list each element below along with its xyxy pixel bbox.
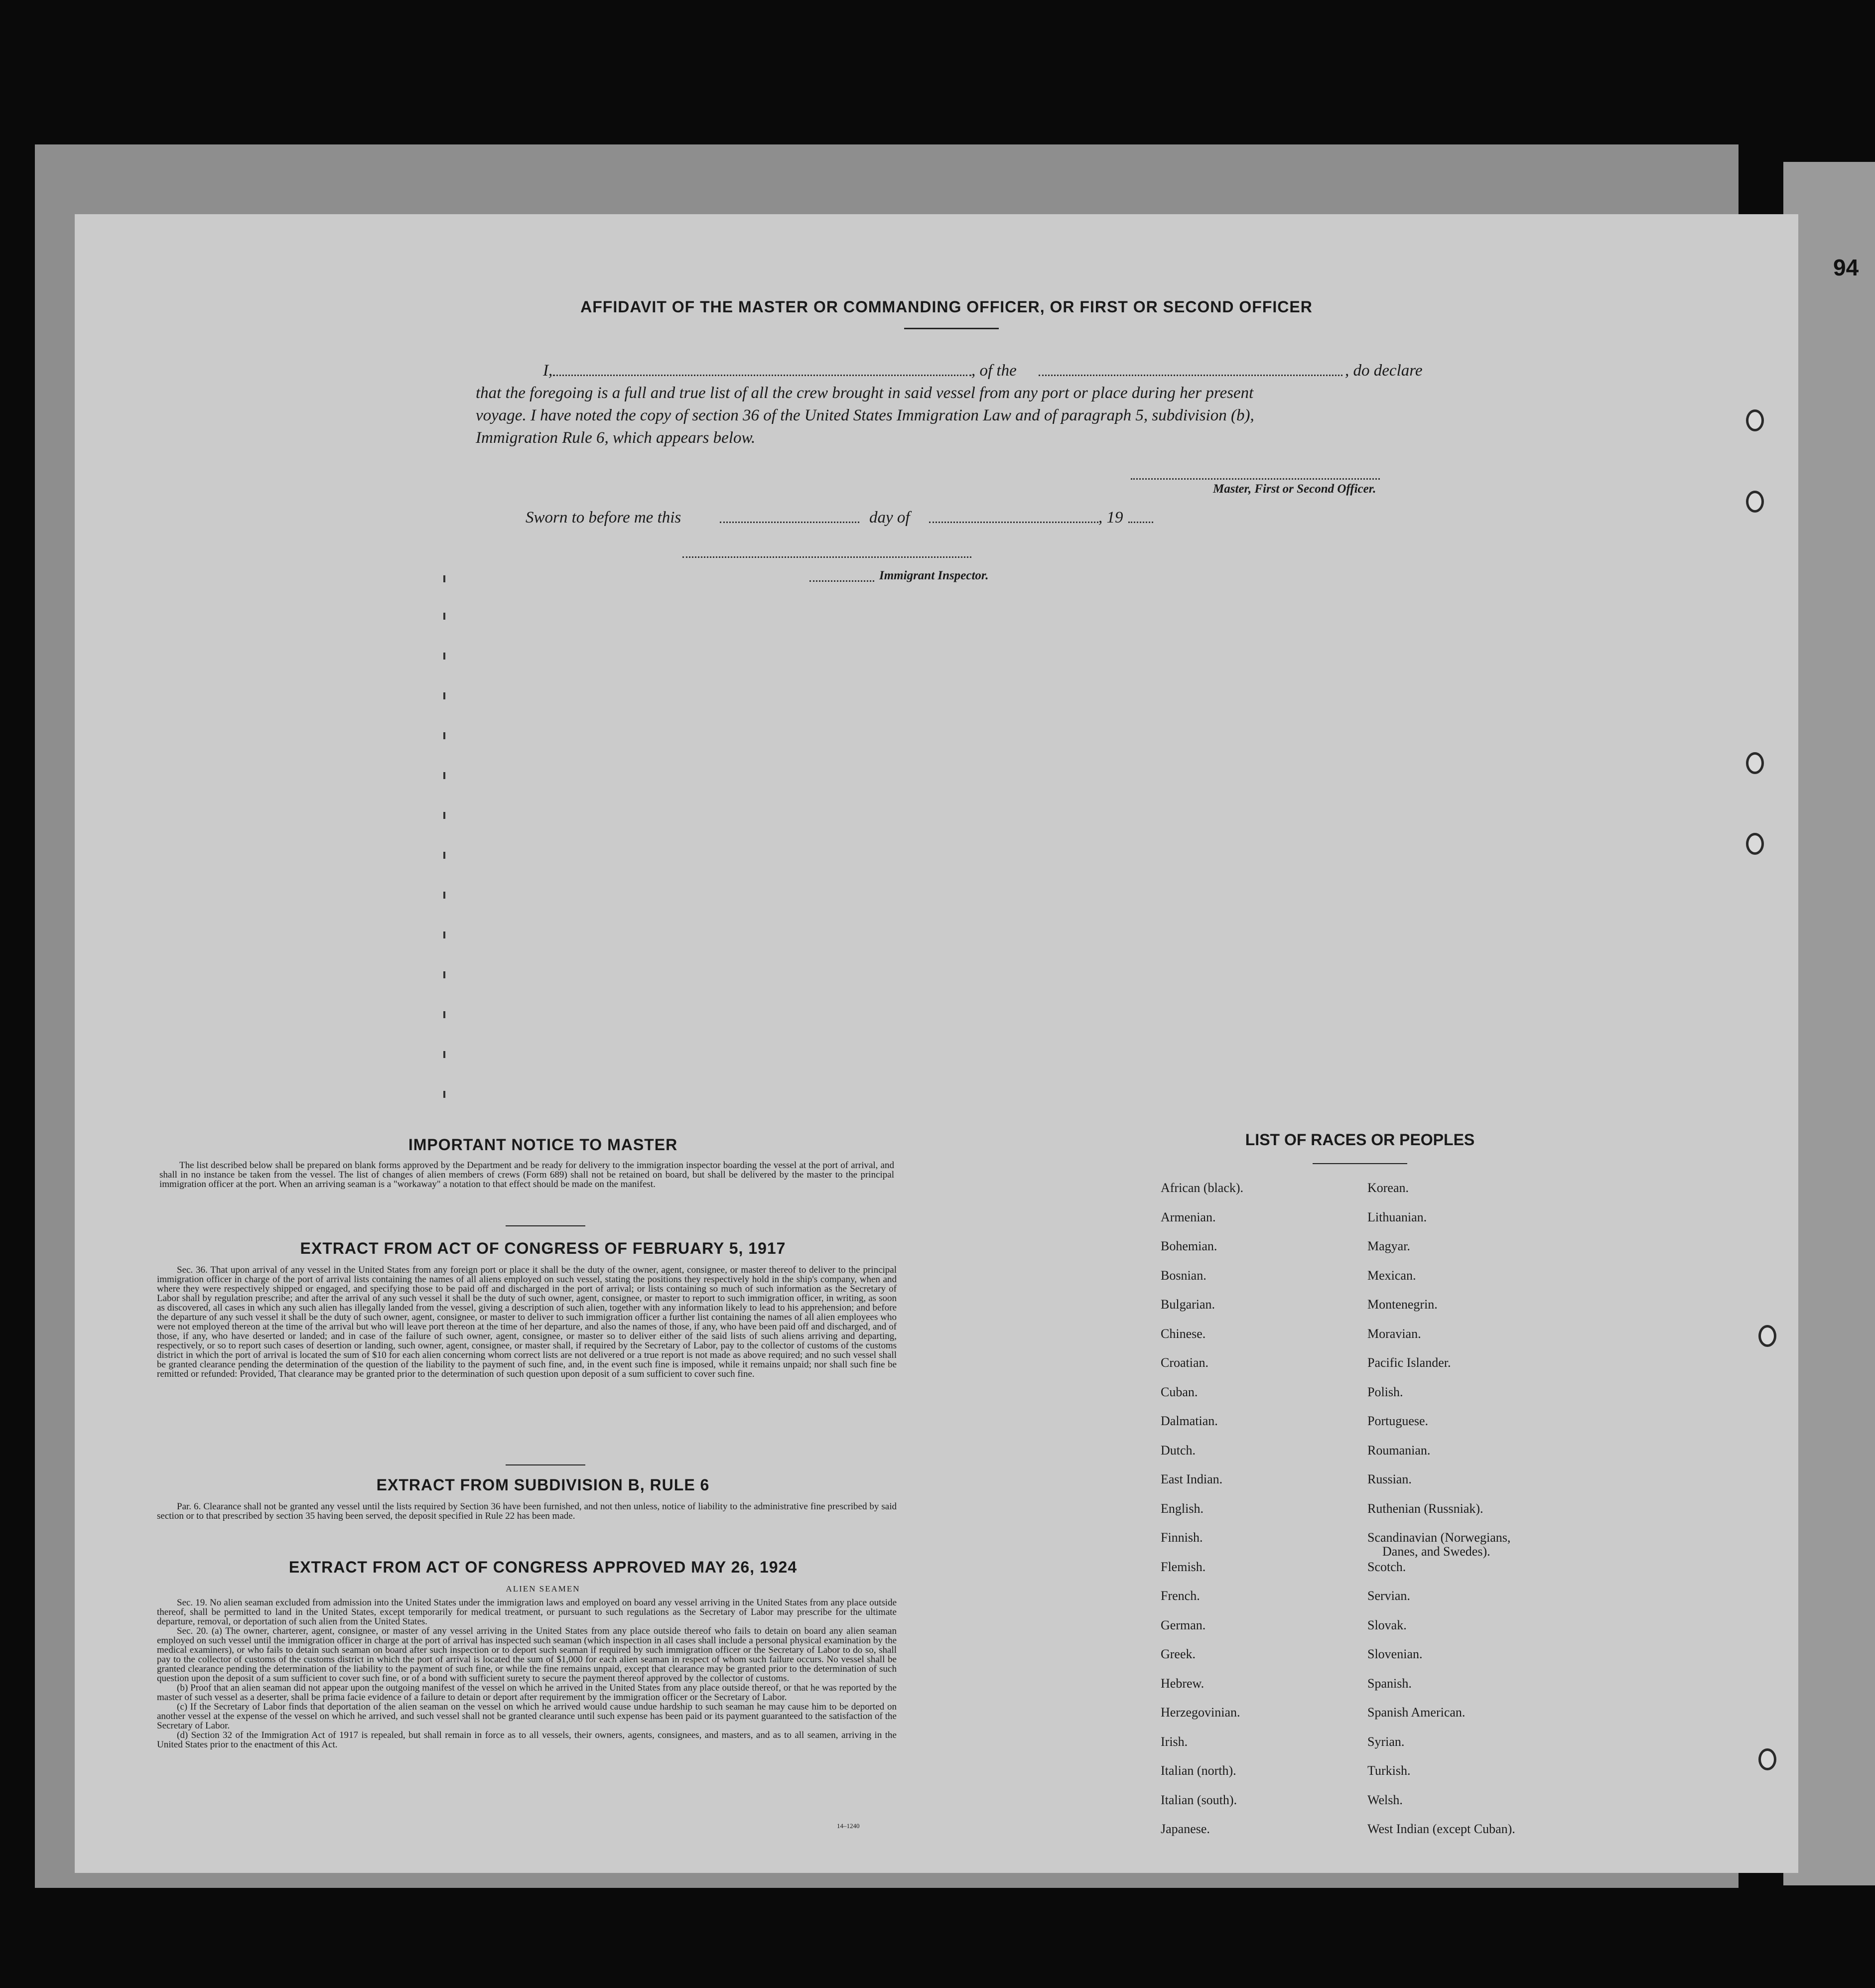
bleed-mark (443, 1011, 445, 1018)
race-entry: Bulgarian. (1161, 1297, 1215, 1312)
act-1924-sec19: Sec. 19. No alien seaman excluded from admission into the United States under the immigration laws and employed on board any vessel arriving in the United States from any place outside thereof, shall be permitted to land in the United States, except temporarily for medical treatment, or pursuant to such regulations as the Secretary of Labor may prescribe for the ultimate departure, removal, or deportation of such alien from the United States. (157, 1597, 897, 1627)
race-entry: Portuguese. (1367, 1414, 1429, 1428)
race-entry: African (black). (1161, 1181, 1244, 1195)
act-1924-text (157, 1598, 897, 1749)
bleed-mark (443, 732, 445, 739)
binder-hole (1746, 833, 1764, 855)
race-entry: Slovenian. (1367, 1647, 1423, 1661)
race-entry: Polish. (1367, 1384, 1403, 1399)
races-title: LIST OF RACES OR PEOPLES (1245, 1131, 1475, 1149)
race-entry: Irish. (1161, 1734, 1188, 1749)
bleed-mark (443, 852, 445, 859)
race-entry: Danes, and Swedes). (1382, 1544, 1490, 1559)
race-entry: Korean. (1367, 1181, 1409, 1195)
sworn-month-field[interactable] (929, 522, 1098, 523)
sworn-label: Sworn to before me this (526, 509, 681, 527)
act-1924-title: EXTRACT FROM ACT OF CONGRESS APPROVED MAY 26, 1924 (288, 1558, 798, 1576)
act-1917-paragraph: Sec. 36. That upon arrival of any vessel in the United States from any foreign port or place it shall be the duty of the owner, agent, consignee, or master thereof to deliver to the principal immigration officer in charge of the port of arrival lists containing the names of all aliens employed on such vessel, stating the positions they respectively hold in the ship's company, when and where they were respectively shipped or engaged, and specifying those to be paid off and discharged in the port of arrival; or lists containing so much of such information as the Secretary of Labor shall by regulation prescribe; and after the arrival of any such vessel it shall be the duty of such owner, agent, consignee, or master to report to such immigration officer, in writing, as soon as discovered, all cases in which any such alien has illegally landed from the vessel, giving a description of such alien, together with any information likely to lead to his apprehension; and before the departure of any such vessel it shall be the duty of such owner, agent, consignee, or master to deliver to such immigration officer a further list containing the names of all alien employees who were not employed thereon at the time of the arrival but who will leave port thereon at the time of her departure, and also the names of those, if any, who have been paid off and discharged, and of those, if any, who have deserted or landed; and in case of the failure of such owner, agent, consignee, or master so to deliver either of the said lists of such aliens arriving and departing, respectively, or so to report such cases of desertion or landing, such owner, agent, consignee, or master shall, if required by the Secretary of Labor, pay to the collector of customs of the customs district in which the port of arrival is located the sum of $10 for each alien concerning whom correct lists are not delivered or a true report is not made as above required; and no such vessel shall be granted clearance pending the determination of the question of the liability to the payment of such fine, and, in the event such fine is imposed, while it remains unpaid; nor shall such fine be remitted or refunded: Provided, That clearance may be granted prior to the determination of such question upon deposit of a sum sufficient to cover such fine. (157, 1265, 897, 1379)
declaration-line-3: voyage. I have noted the copy of section 36 of the United States Immigration Law and of paragraph 5, subdivision (b), (476, 406, 1254, 424)
race-entry: West Indian (except Cuban). (1367, 1822, 1515, 1836)
divider (506, 1464, 585, 1465)
race-entry: Pacific Islander. (1367, 1355, 1451, 1370)
race-entry: Hebrew. (1161, 1676, 1205, 1691)
act-1917-title: EXTRACT FROM ACT OF CONGRESS OF FEBRUARY 5, 1917 (300, 1239, 786, 1257)
year-label: , 19 (1098, 509, 1123, 527)
act-1924-sec20b: (b) Proof that an alien seaman did not appear upon the outgoing manifest of the vessel on which he arrived in the United States from any place outside thereof, or that he was reported by the master of such vessel as a deserter, shall be prima facie evidence of a failure to detain or deport after requirement by the immigration officer or the Secretary of Labor. (157, 1683, 897, 1703)
race-entry: Lithuanian. (1367, 1209, 1427, 1224)
bleed-mark (443, 971, 445, 978)
race-entry: Greek. (1161, 1647, 1196, 1661)
day-of-label: day of (869, 509, 910, 527)
races-underline (1313, 1163, 1407, 1164)
form-code: 14–1240 (837, 1822, 860, 1830)
act-1917-text (157, 1265, 897, 1379)
bleed-mark (443, 931, 445, 938)
race-entry: Spanish. (1367, 1676, 1412, 1691)
race-entry: Dalmatian. (1161, 1414, 1218, 1428)
race-entry: Roumanian. (1367, 1443, 1431, 1458)
inspector-dotted-line (809, 580, 874, 582)
margin-page-number: 94 (1833, 255, 1859, 280)
declaration-of-the-label: , of the (971, 362, 1017, 380)
officer-name-field[interactable] (553, 375, 971, 376)
binder-hole (1758, 1748, 1776, 1770)
race-entry: Servian. (1367, 1589, 1410, 1603)
title-underline (904, 328, 999, 329)
race-entry: Magyar. (1367, 1239, 1410, 1253)
race-entry: Welsh. (1367, 1792, 1403, 1807)
race-entry: Armenian. (1161, 1209, 1216, 1224)
inspector-label: Immigrant Inspector. (879, 569, 989, 582)
declaration-do-declare-label: , do declare (1345, 362, 1423, 380)
race-entry: Montenegrin. (1367, 1297, 1438, 1312)
act-1924-subtitle: ALIEN SEAMEN (506, 1584, 580, 1593)
race-entry: Herzegovinian. (1161, 1705, 1240, 1720)
bleed-mark (443, 692, 445, 699)
race-entry: Scandinavian (Norwegians, (1367, 1530, 1511, 1545)
race-entry: Spanish American. (1367, 1705, 1466, 1720)
race-entry: Dutch. (1161, 1443, 1196, 1458)
race-entry: German. (1161, 1617, 1206, 1632)
race-entry: Bohemian. (1161, 1239, 1217, 1253)
rule-6-paragraph: Par. 6. Clearance shall not be granted any vessel until the lists required by Section 36 have been furnished, and not then unless, notice of liability to the administrative fine prescribed by said section or to that prescribed by section 35 having been served, the deposit specified in Rule 22 has been made. (157, 1501, 897, 1521)
race-entry: English. (1161, 1501, 1204, 1516)
race-entry: Croatian. (1161, 1355, 1209, 1370)
notice-paragraph: The list described below shall be prepared on blank forms approved by the Department and be ready for delivery to the immigration inspector boarding the vessel at the port of arrival, and shall in no instance be taken from the vessel. The list of changes of alien members of crews (Form 689) shall not be retained on board, but shall be delivered by the master to the principal immigration officer at the port. When an arriving seaman is a "workaway" a notation to that effect should be made on the manifest. (159, 1160, 894, 1190)
notice-text (159, 1161, 894, 1189)
inspector-signature-field[interactable] (682, 556, 971, 558)
race-entry: Italian (north). (1161, 1763, 1236, 1778)
race-entry: Flemish. (1161, 1559, 1206, 1574)
binder-hole (1746, 752, 1764, 774)
declaration-line-4: Immigration Rule 6, which appears below. (476, 429, 756, 447)
bleed-mark (443, 892, 445, 899)
race-entry: Syrian. (1367, 1734, 1405, 1749)
race-entry: Ruthenian (Russniak). (1367, 1501, 1483, 1516)
bleed-mark (443, 1091, 445, 1098)
race-entry: Russian. (1367, 1472, 1412, 1486)
act-1924-sec20a: Sec. 20. (a) The owner, charterer, agent, consignee, or master of any vessel arriving in the United States from any place outside thereof who fails to detain on board any alien seaman employed on such vessel until the immigration officer in charge at the port of arrival has inspected such seaman (which inspection in all cases shall include a personal physical examination by the medical examiners), or who fails to detain such seaman on board after such inspection or to deport such seaman if required by such immigration officer or the Secretary of Labor to do so, shall pay to the collector of customs of the customs district in which the port of arrival is located the sum of $1,000 for each alien seaman in respect of whom such failure occurs. No vessel shall be granted clearance pending the determination of the liability to the payment of such fine, or while the fine remains unpaid, except that clearance may be granted prior to the determination of such question upon the deposit of a sum sufficient to cover such fine, or of a bond with sufficient surety to secure the payment thereof approved by the collector of customs. (157, 1626, 897, 1684)
bleed-mark (443, 1051, 445, 1058)
rule-6-title: EXTRACT FROM SUBDIVISION B, RULE 6 (376, 1476, 710, 1494)
race-entry: Bosnian. (1161, 1268, 1206, 1283)
race-entry: Italian (south). (1161, 1792, 1237, 1807)
race-entry: Finnish. (1161, 1530, 1203, 1545)
rule-6-text (157, 1502, 897, 1521)
binder-hole (1758, 1325, 1776, 1347)
race-entry: Slovak. (1367, 1617, 1407, 1632)
sworn-day-field[interactable] (720, 522, 859, 523)
sworn-year-field[interactable] (1128, 522, 1153, 523)
race-entry: French. (1161, 1589, 1200, 1603)
race-entry: Japanese. (1161, 1822, 1210, 1836)
bleed-mark (443, 613, 445, 620)
vessel-name-field[interactable] (1039, 375, 1342, 376)
affidavit-title: AFFIDAVIT OF THE MASTER OR COMMANDING OFFICER, OR FIRST OR SECOND OFFICER (580, 298, 1313, 316)
race-entry: Turkish. (1367, 1763, 1411, 1778)
race-entry: Moravian. (1367, 1326, 1421, 1341)
bleed-mark (443, 772, 445, 779)
master-signature-field[interactable] (1131, 478, 1380, 480)
race-entry: East Indian. (1161, 1472, 1223, 1486)
bleed-mark (443, 653, 445, 660)
declaration-line-2: that the foregoing is a full and true list of all the crew brought in said vessel from any port or place during her present (476, 384, 1254, 402)
act-1924-sec20d: (d) Section 32 of the Immigration Act of 1917 is repealed, but shall remain in force as to all vessels, their owners, agents, consignees, and masters, and as to all seamen, arriving in the United States prior to the enactment of this Act. (157, 1730, 897, 1750)
bleed-mark (443, 812, 445, 819)
divider (506, 1225, 585, 1226)
master-signature-label: Master, First or Second Officer. (1213, 482, 1376, 496)
binder-hole (1746, 409, 1764, 431)
notice-title: IMPORTANT NOTICE TO MASTER (408, 1136, 678, 1154)
race-entry: Chinese. (1161, 1326, 1206, 1341)
declaration-i-label: I, (543, 362, 553, 380)
act-1924-sec20c: (c) If the Secretary of Labor finds that deportation of the alien seaman on the vessel on which he arrived would cause undue hardship to such seaman he may cause him to be deported on another vessel at the expense of the vessel on which he arrived, and such vessel shall not be granted clearance until such expense has been paid or its payment guaranteed to the satisfaction of the Secretary of Labor. (157, 1702, 897, 1731)
binder-hole (1746, 491, 1764, 513)
race-entry: Mexican. (1367, 1268, 1416, 1283)
race-entry: Cuban. (1161, 1384, 1198, 1399)
race-entry: Scotch. (1367, 1559, 1406, 1574)
bleed-mark (443, 575, 445, 582)
